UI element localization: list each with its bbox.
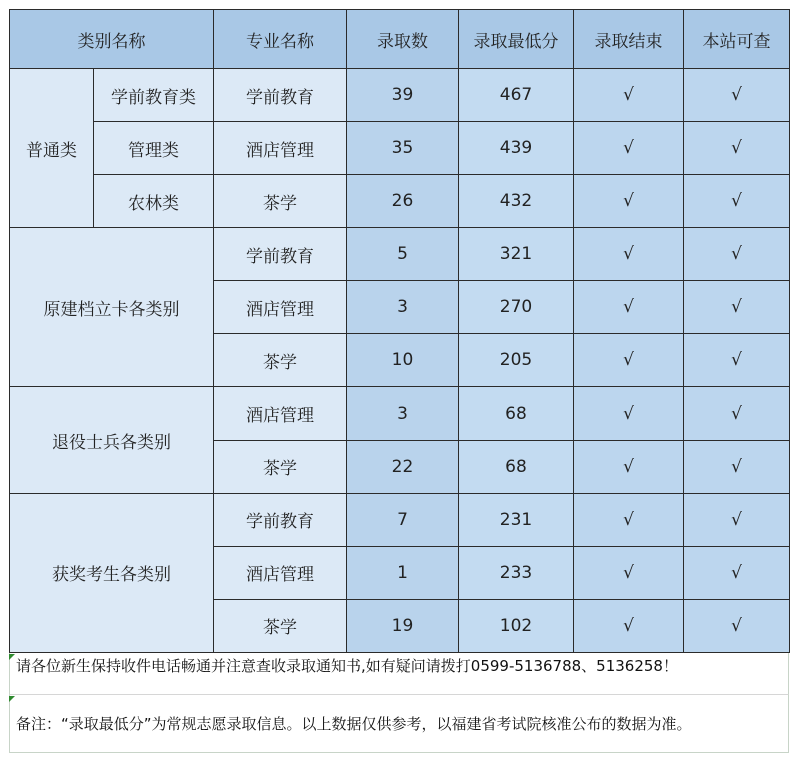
major-cell: 酒店管理 [214, 546, 347, 599]
subcategory-cell: 学前教育类 [94, 69, 214, 122]
queryable-cell: √ [684, 440, 790, 493]
count-cell: 3 [347, 281, 459, 334]
header-major: 专业名称 [214, 10, 347, 69]
queryable-cell: √ [684, 122, 790, 175]
table-row [10, 69, 790, 122]
queryable-cell: √ [684, 599, 790, 652]
table-row [10, 387, 790, 440]
min-score-cell: 68 [459, 440, 574, 493]
header-finished: 录取结束 [574, 10, 684, 69]
min-score-cell: 270 [459, 281, 574, 334]
remark-text: 备注：“录取最低分”为常规志愿录取信息。以上数据仅供参考，以福建省考试院核准公布的数据为准。 [9, 695, 789, 753]
queryable-cell: √ [684, 228, 790, 281]
count-cell: 19 [347, 599, 459, 652]
finished-cell: √ [574, 546, 684, 599]
finished-cell: √ [574, 440, 684, 493]
min-score-cell: 467 [459, 69, 574, 122]
min-score-cell: 205 [459, 334, 574, 387]
major-cell: 学前教育 [214, 493, 347, 546]
major-cell: 酒店管理 [214, 281, 347, 334]
count-cell: 35 [347, 122, 459, 175]
admission-table [9, 9, 790, 653]
min-score-cell: 439 [459, 122, 574, 175]
count-cell: 7 [347, 493, 459, 546]
min-score-cell: 68 [459, 387, 574, 440]
finished-cell: √ [574, 69, 684, 122]
finished-cell: √ [574, 122, 684, 175]
finished-cell: √ [574, 493, 684, 546]
table-body [10, 69, 790, 653]
min-score-cell: 432 [459, 175, 574, 228]
finished-cell: √ [574, 387, 684, 440]
finished-cell: √ [574, 599, 684, 652]
category-cell: 退役士兵各类别 [10, 387, 214, 493]
major-cell: 茶学 [214, 599, 347, 652]
category-cell: 原建档立卡各类别 [10, 228, 214, 387]
count-cell: 26 [347, 175, 459, 228]
table-row [10, 228, 790, 281]
min-score-cell: 233 [459, 546, 574, 599]
count-cell: 1 [347, 546, 459, 599]
header-category: 类别名称 [10, 10, 214, 69]
queryable-cell: √ [684, 69, 790, 122]
table-row [10, 175, 790, 228]
header-min-score: 录取最低分 [459, 10, 574, 69]
major-cell: 学前教育 [214, 69, 347, 122]
header-row [10, 10, 790, 69]
min-score-cell: 102 [459, 599, 574, 652]
count-cell: 22 [347, 440, 459, 493]
category-cell: 获奖考生各类别 [10, 493, 214, 652]
subcategory-cell: 管理类 [94, 122, 214, 175]
cell-marker-icon [9, 654, 15, 660]
min-score-cell: 231 [459, 493, 574, 546]
major-cell: 学前教育 [214, 228, 347, 281]
finished-cell: √ [574, 334, 684, 387]
header-count: 录取数 [347, 10, 459, 69]
queryable-cell: √ [684, 175, 790, 228]
queryable-cell: √ [684, 387, 790, 440]
major-cell: 茶学 [214, 175, 347, 228]
min-score-cell: 321 [459, 228, 574, 281]
finished-cell: √ [574, 228, 684, 281]
major-cell: 茶学 [214, 334, 347, 387]
queryable-cell: √ [684, 546, 790, 599]
cell-marker-icon [9, 696, 15, 702]
queryable-cell: √ [684, 281, 790, 334]
queryable-cell: √ [684, 493, 790, 546]
finished-cell: √ [574, 175, 684, 228]
notice-text: 请各位新生保持收件电话畅通并注意查收录取通知书,如有疑问请拨打0599-5136788、5136258！ [9, 653, 789, 695]
finished-cell: √ [574, 281, 684, 334]
queryable-cell: √ [684, 334, 790, 387]
table-row [10, 493, 790, 546]
table-row [10, 122, 790, 175]
count-cell: 5 [347, 228, 459, 281]
header-queryable: 本站可查 [684, 10, 790, 69]
count-cell: 3 [347, 387, 459, 440]
major-cell: 酒店管理 [214, 387, 347, 440]
category-cell: 普通类 [10, 69, 94, 228]
major-cell: 茶学 [214, 440, 347, 493]
count-cell: 10 [347, 334, 459, 387]
subcategory-cell: 农林类 [94, 175, 214, 228]
count-cell: 39 [347, 69, 459, 122]
major-cell: 酒店管理 [214, 122, 347, 175]
